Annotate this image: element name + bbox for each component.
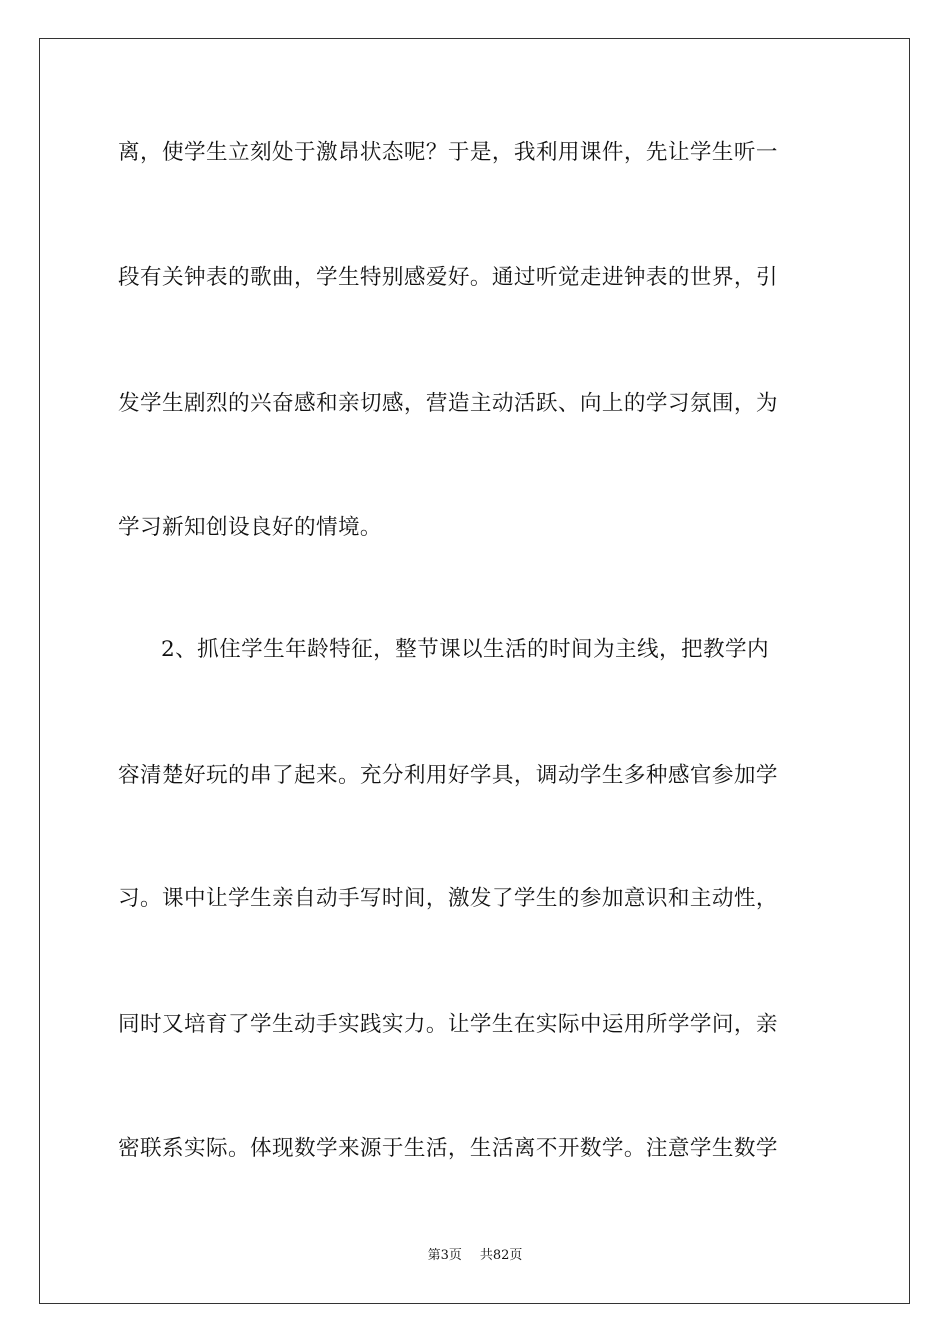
body-line-6: 容清楚好玩的串了起来。充分利用好学具，调动学生多种感官参加学 <box>118 763 778 788</box>
body-line-7: 习。课中让学生亲自动手写时间，激发了学生的参加意识和主动性， <box>118 886 778 911</box>
body-line-3: 发学生剧烈的兴奋感和亲切感，营造主动活跃、向上的学习氛围，为 <box>118 391 778 416</box>
body-line-9: 密联系实际。体现数学来源于生活，生活离不开数学。注意学生数学 <box>118 1136 778 1161</box>
body-line-1: 离，使学生立刻处于激昂状态呢？于是，我利用课件，先让学生听一 <box>118 140 778 165</box>
page-footer <box>0 1247 950 1265</box>
body-line-4: 学习新知创设良好的情境。 <box>118 515 382 540</box>
body-line-5: 2、抓住学生年龄特征，整节课以生活的时间为主线，把教学内 <box>161 637 769 662</box>
page-total: 共82页 <box>479 1248 523 1263</box>
body-line-2: 段有关钟表的歌曲，学生特别感爱好。通过听觉走进钟表的世界，引 <box>118 265 778 290</box>
body-line-8: 同时又培育了学生动手实践实力。让学生在实际中运用所学学问，亲 <box>118 1012 778 1037</box>
page-border <box>39 38 910 1304</box>
page-number: 第3页 <box>427 1248 462 1263</box>
